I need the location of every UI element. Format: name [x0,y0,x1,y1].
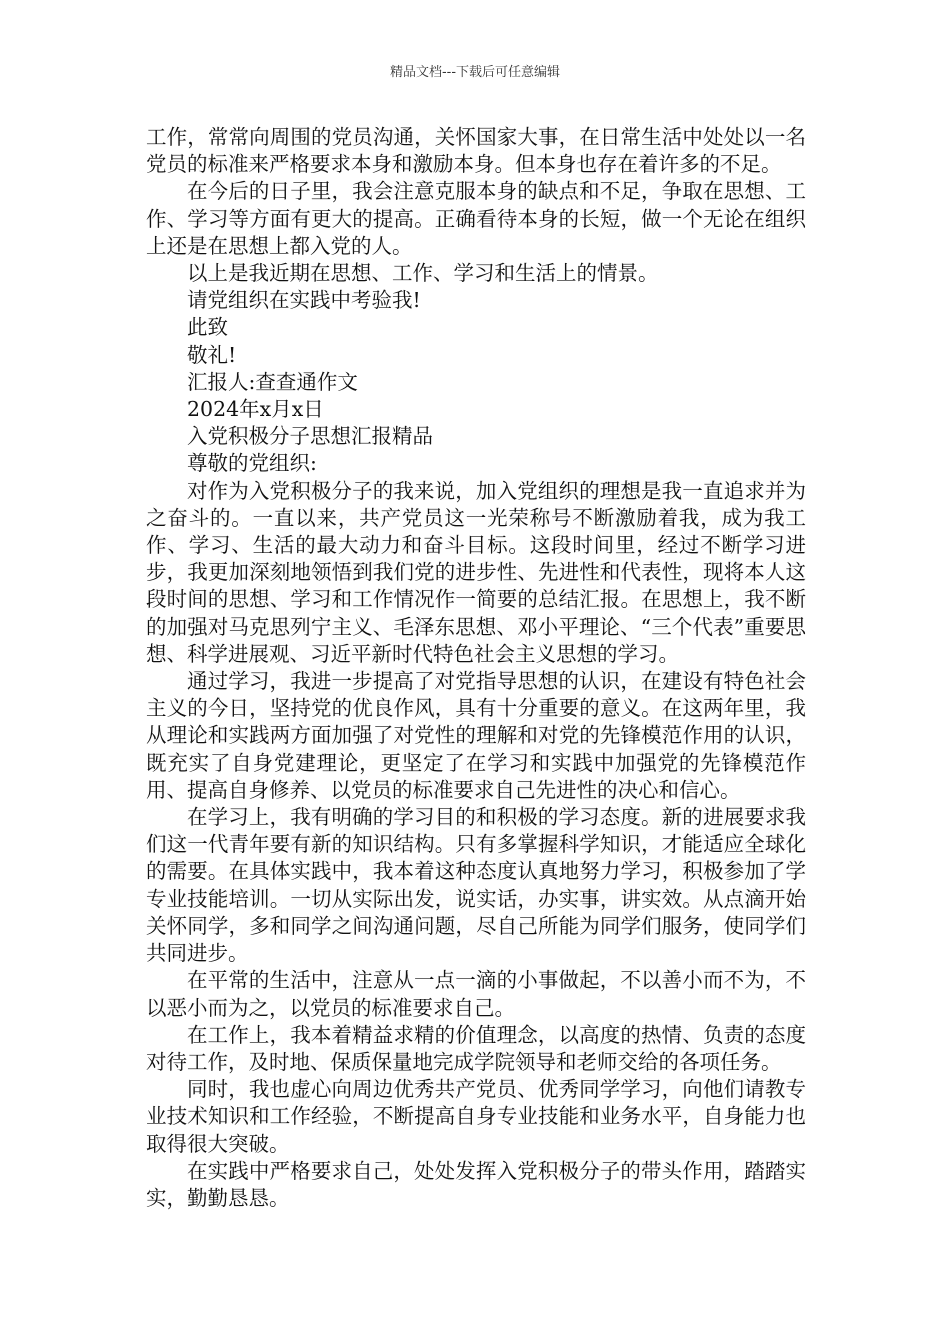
salutation-closing: 此致 [187,315,228,340]
paragraph: 对作为入党积极分子的我来说，加入党组织的理想是我一直追求并为之奋斗的。一直以来，共产党员这一光荣称号不断激励着我，成为我工作、学习、生活的最大动力和奋斗目标。这段时间里，经过不断学习进步，我更加深刻地领悟到我们党的进步性、先进性和代表性，现将本人这段时间的思想、学习和工作情况作一简要的总结汇报。在思想上，我不断的加强对马克思列宁主义、毛泽东思想、邓小平理论、“三个代表”重要思想、科学进展观、习近平新时代特色社会主义思想的学习。 [146,478,806,666]
paragraph: 在平常的生活中，注意从一点一滴的小事做起，不以善小而不为，不以恶小而为之，以党员的标准要求自己。 [146,968,806,1020]
paragraph: 在今后的日子里，我会注意克服本身的缺点和不足，争取在思想、工作、学习等方面有更大的提高。正确看待本身的长短，做一个无论在组织上还是在思想上都入党的人。 [146,179,806,258]
report-date: 2024年x月x日 [187,397,324,422]
reporter-signature: 汇报人:查查通作文 [187,369,358,394]
paragraph: 请党组织在实践中考验我! [187,288,421,313]
paragraph: 通过学习，我进一步提高了对党指导思想的认识，在建设有特色社会主义的今日，坚持党的优良作风，具有十分重要的意义。在这两年里，我从理论和实践两方面加强了对党性的理解和对党的先锋模范作用的认识，既充实了自身党建理论，更坚定了在学习和实践中加强党的先锋模范作用、提高自身修养、以党员的标准要求自己先进性的决心和信心。 [146,669,806,802]
greeting: 尊敬的党组织: [187,451,317,476]
document-body [146,124,806,1212]
paragraph: 在工作上，我本着精益求精的价值理念，以高度的热情、负责的态度对待工作，及时地、保质保量地完成学院领导和老师交给的各项任务。 [146,1022,806,1074]
paragraph: 同时，我也虚心向周边优秀共产党员、优秀同学学习，向他们请教专业技术知识和工作经验，不断提高自身专业技能和业务水平，自身能力也取得很大突破。 [146,1077,806,1156]
paragraph: 以上是我近期在思想、工作、学习和生活上的情景。 [187,261,659,286]
salutation-respect: 敬礼! [187,342,237,367]
paragraph: 在学习上，我有明确的学习目的和积极的学习态度。新的进展要求我们这一代青年要有新的知识结构。只有多掌握科学知识，才能适应全球化的需要。在具体实践中，我本着这种态度认真地努力学习，积极参加了学专业技能培训。一切从实际出发，说实话，办实事，讲实效。从点滴开始关怀同学，多和同学之间沟通问题，尽自己所能为同学们服务，使同学们共同进步。 [146,805,806,966]
document-title: 入党积极分子思想汇报精品 [187,424,433,449]
page-header: 精品文档---下载后可任意编辑 [389,65,561,80]
paragraph: 在实践中严格要求自己，处处发挥入党积极分子的带头作用，踏踏实实，勤勤恳恳。 [146,1158,806,1210]
paragraph-continuation: 工作，常常向周围的党员沟通，关怀国家大事，在日常生活中处处以一名党员的标准来严格要求本身和激励本身。但本身也存在着许多的不足。 [146,125,806,177]
